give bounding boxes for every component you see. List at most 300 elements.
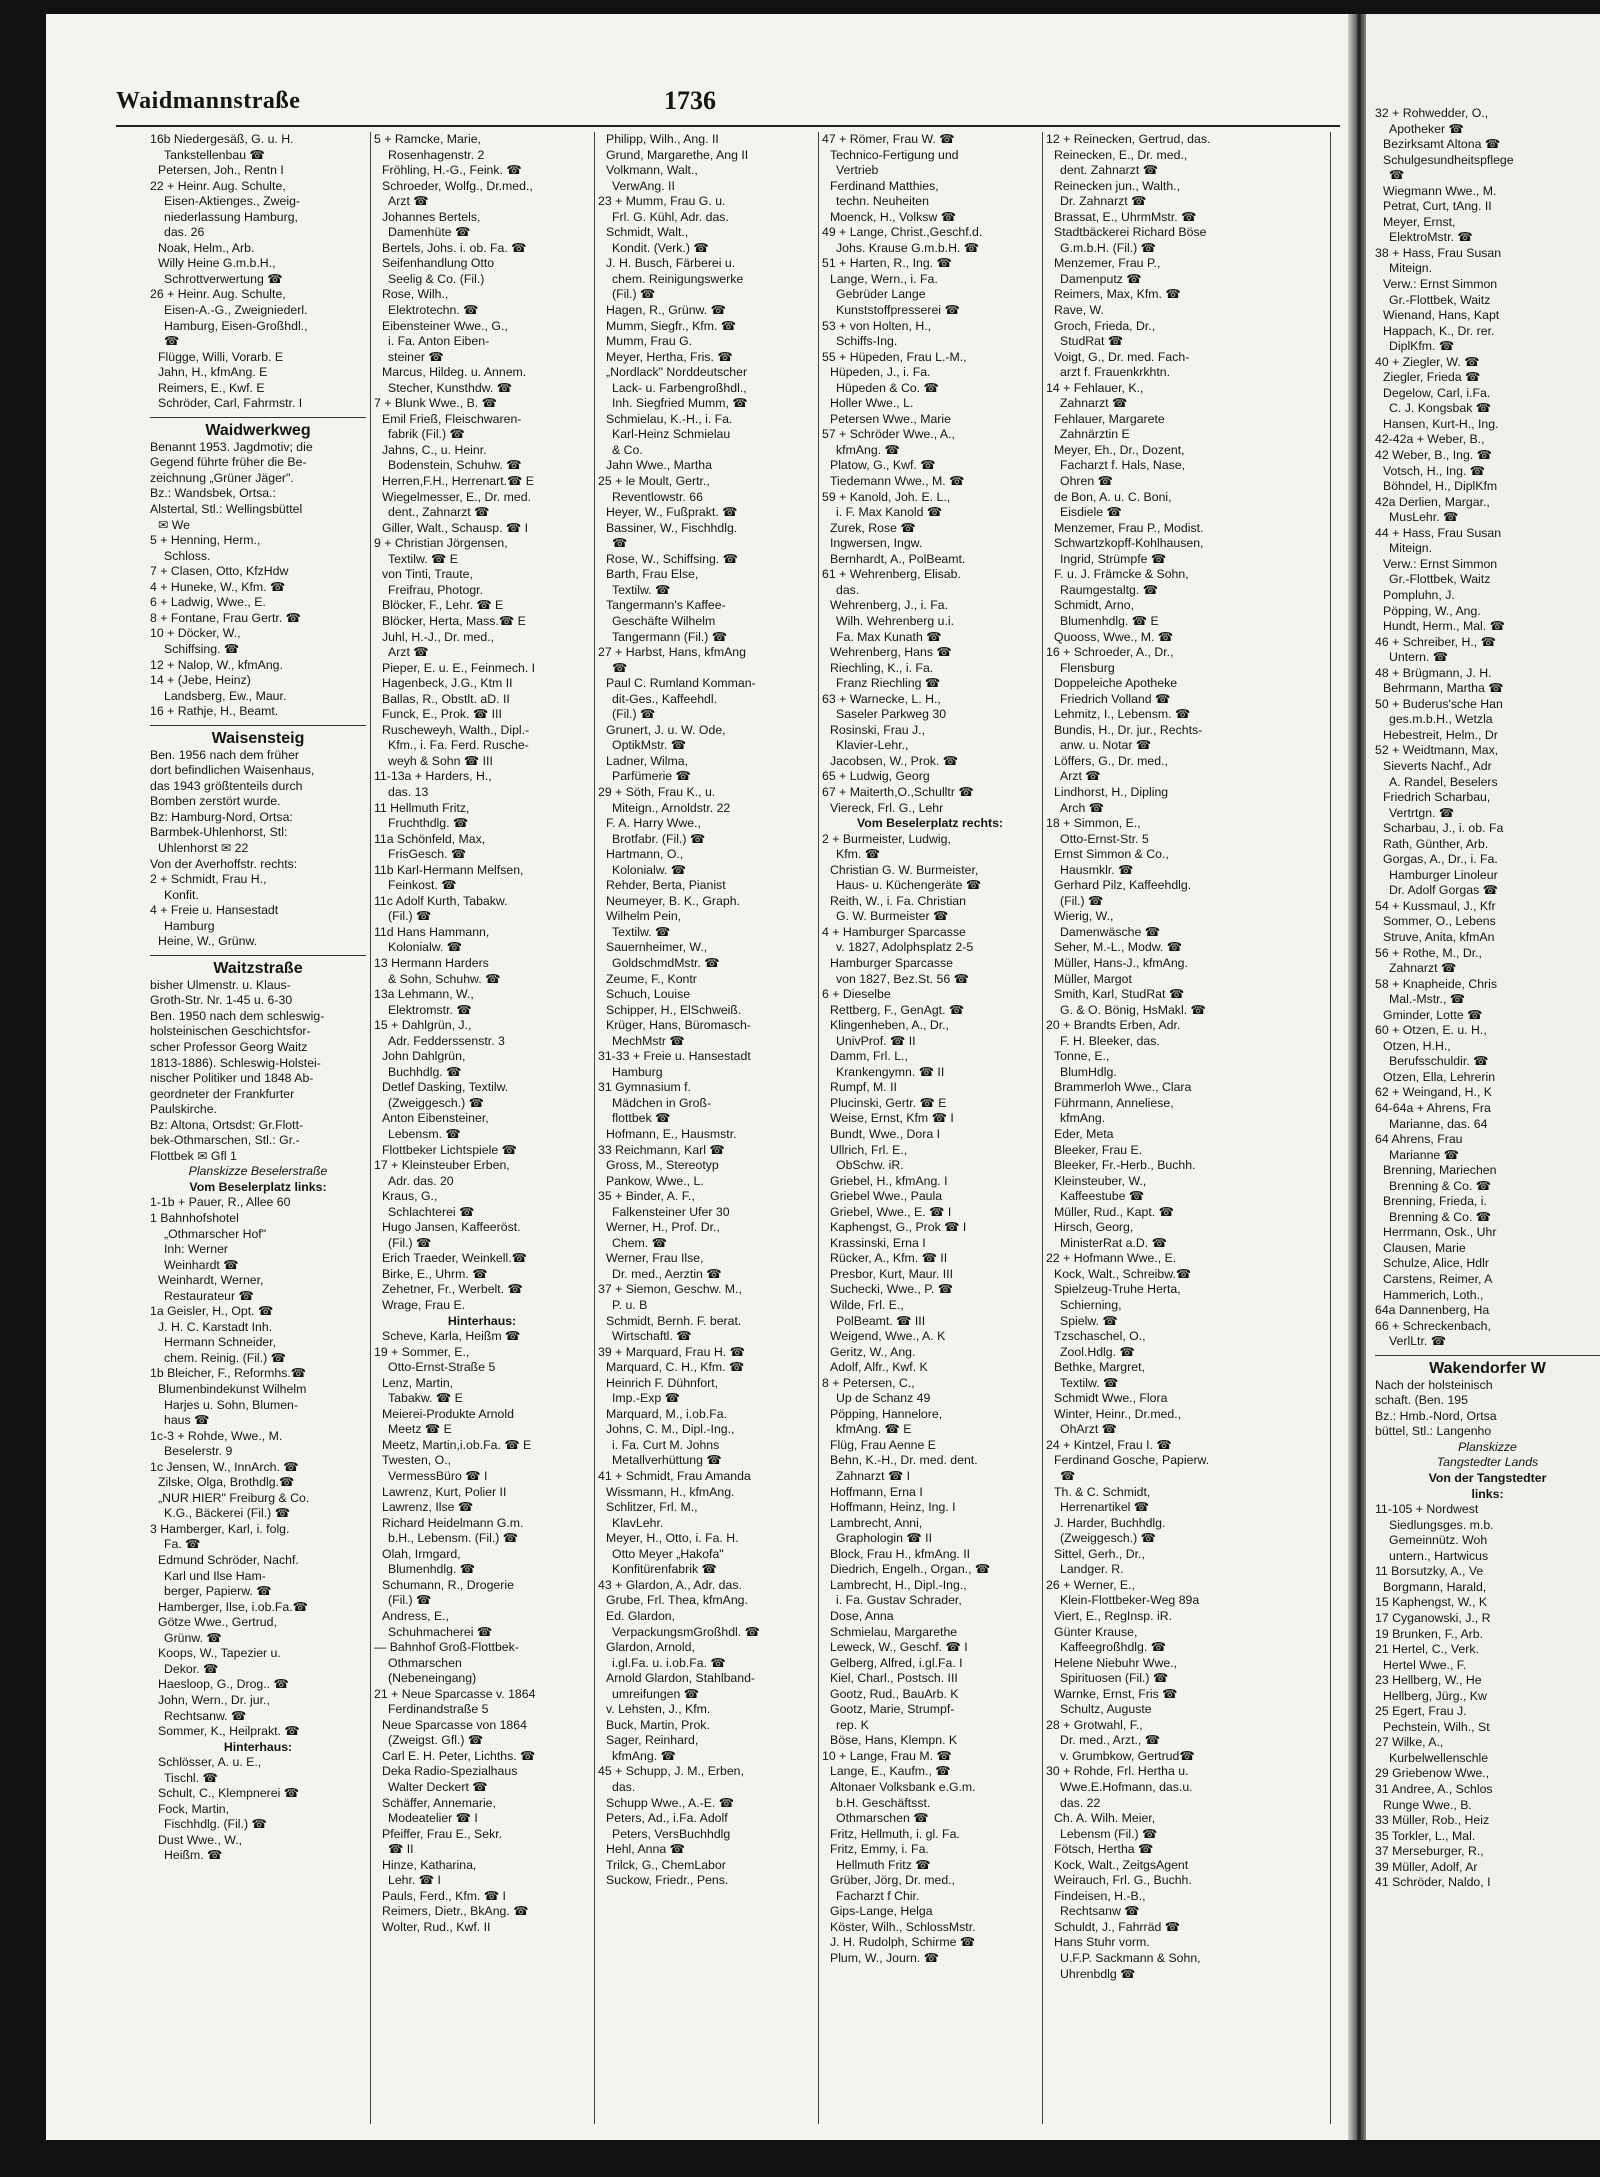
directory-entry-line: Seelig & Co. (Fil.) (388, 271, 485, 286)
directory-entry-line: P. u. B (612, 1298, 648, 1313)
directory-entry-line: StudRat ☎ (1060, 334, 1124, 349)
directory-entry-line: Vertrtgn. ☎ (1389, 805, 1455, 820)
directory-entry-line: Tischl. ☎ (164, 1770, 218, 1785)
directory-entry-line: Wrage, Frau E. (382, 1298, 466, 1313)
directory-entry-line: Lange, Wern., i. Fa. (830, 271, 938, 286)
directory-entry-line: Gr.-Flottbek, Waitz (1389, 572, 1491, 587)
directory-entry-line: das. (612, 1779, 636, 1794)
directory-entry-line: 54 + Kussmaul, J., Kfr (1375, 898, 1496, 913)
directory-entry-line: Otto Meyer „Hakofa" (612, 1546, 724, 1561)
directory-entry-line: ☎ (164, 334, 180, 349)
directory-entry-line: Leweck, W., Geschf. ☎ I (830, 1640, 968, 1655)
directory-entry-line: 16b Niedergesäß, G. u. H. (150, 132, 294, 146)
directory-entry-line: Plum, W., Journ. ☎ (830, 1950, 939, 1965)
directory-entry-line: Schroeder, Wolfg., Dr.med., (382, 178, 533, 193)
directory-entry-line: 1-1b + Pauer, R., Allee 60 (150, 1195, 291, 1210)
directory-entry-line: Hinze, Katharina, (382, 1857, 477, 1872)
directory-entry-line: 43 + Glardon, A., Adr. das. (598, 1577, 742, 1592)
directory-entry-line: 45 + Schupp, J. M., Erben, (598, 1764, 744, 1779)
directory-entry-line: — Bahnhof Groß-Flottbek- (374, 1640, 519, 1655)
directory-entry-line: weyh & Sohn ☎ III (388, 753, 493, 768)
directory-entry-line: Brenning, Mariechen (1383, 1163, 1497, 1178)
scan-border-top (0, 0, 1600, 14)
directory-entry-line: (Fil.) ☎ (1060, 893, 1104, 908)
directory-entry-line: Wiegelmesser, E., Dr. med. (382, 489, 531, 504)
directory-entry-line: Krassinski, Erna I (830, 1235, 926, 1250)
directory-entry-line: Schultz, Auguste (1060, 1702, 1152, 1717)
directory-entry-line: Wissmann, H., kfmAng. (606, 1484, 735, 1499)
directory-entry-line: Dr. Zahnarzt ☎ (1060, 194, 1147, 209)
directory-entry-line: bek-Othmarschen, Stl.: Gr.- (150, 1133, 300, 1148)
directory-entry-line: Adolf, Alfr., Kwf. K (830, 1360, 928, 1375)
directory-entry-line: Heine, W., Grünw. (158, 934, 258, 949)
directory-entry-line: Gr.-Flottbek, Waitz (1389, 292, 1491, 307)
directory-entry-line: Schierning, (1060, 1298, 1122, 1313)
directory-entry-line: Buchhdlg. ☎ (388, 1064, 462, 1079)
directory-entry-line: Wehrenberg, Hans ☎ (830, 645, 952, 660)
directory-entry-line: 17 Cyganowski, J., R (1375, 1610, 1491, 1625)
directory-entry-line: Ingrid, Strümpfe ☎ (1060, 551, 1167, 566)
directory-entry-line: Harjes u. Sohn, Blumen- (164, 1397, 298, 1412)
directory-entry-line: Brotfabr. (Fil.) ☎ (612, 831, 706, 846)
directory-entry-line: Alstertal, Stl.: Wellingsbüttel (150, 502, 303, 517)
directory-entry-line: Zahnärztin E (1060, 427, 1130, 442)
directory-entry-line: Miteign., Arnoldstr. 22 (612, 800, 731, 815)
directory-entry-line: Bernhardt, A., PolBeamt. (830, 551, 966, 566)
directory-entry-line: Schuldt, J., Fahrräd ☎ (1054, 1919, 1181, 1934)
directory-entry-line: 12 + Nalop, W., kfmAng. (150, 657, 283, 672)
directory-entry-line: Fritz, Hellmuth, i. gl. Fa. (830, 1826, 960, 1841)
directory-entry-line: Lebensm. ☎ (388, 1127, 461, 1141)
directory-entry-line: Konfitürenfabrik ☎ (612, 1562, 717, 1577)
directory-entry-line: 26 + Werner, E., (1046, 1577, 1135, 1592)
directory-entry-line: Reinecken jun., Walth., (1054, 178, 1180, 193)
directory-entry-line: 38 + Hass, Frau Susan (1375, 245, 1502, 260)
directory-entry-line: Lambrecht, Anni, (830, 1515, 923, 1530)
directory-entry-line: Quooss, Wwe., M. ☎ (1054, 629, 1174, 644)
directory-entry-line: Textilw. ☎ (1060, 1375, 1119, 1390)
directory-entry-line: 57 + Schröder Wwe., A., (822, 427, 955, 442)
directory-entry-line: Riechling, K., i. Fa. (830, 660, 934, 675)
directory-entry-line: Friedrich Scharbau, (1383, 790, 1491, 805)
directory-entry-line: Rettberg, F., GenAgt. ☎ (830, 1002, 965, 1017)
column-divider (1330, 132, 1331, 2124)
directory-entry-line: Parfümerie ☎ (612, 769, 691, 784)
directory-entry-line: UnivProf. ☎ II (836, 1033, 916, 1048)
directory-entry-line: Ch. A. Wilh. Meier, (1054, 1811, 1156, 1826)
directory-entry-line: MechMstr ☎ (612, 1033, 685, 1048)
directory-entry-line: Suckow, Friedr., Pens. (606, 1873, 729, 1888)
directory-entry-line: 2 + Burmeister, Ludwig, (822, 831, 951, 846)
directory-entry-line: Adr. das. 20 (388, 1173, 454, 1188)
directory-entry-line: Verw.: Ernst Simmon (1383, 277, 1498, 292)
directory-entry-line: Herrenartikel ☎ (1060, 1500, 1150, 1515)
directory-entry-line: Reimers, Dietr., BkAng. ☎ (382, 1904, 529, 1919)
directory-entry-line: Böse, Hans, Klempn. K (830, 1733, 958, 1748)
directory-entry-line: Petrat, Curt, tAng. II (1383, 199, 1492, 214)
directory-entry-line: Menzemer, Frau P., (1054, 256, 1161, 271)
directory-entry-line: Schuhmacherei ☎ (388, 1624, 493, 1639)
directory-entry-line: Hofmann, E., Hausmstr. (606, 1127, 737, 1141)
directory-entry-line: FrisGesch. ☎ (388, 847, 467, 862)
directory-entry-line: Benannt 1953. Jagdmotiv; die (150, 439, 313, 454)
directory-entry-line: 17 + Kleinsteuber Erben, (374, 1158, 510, 1173)
directory-entry-line: 2 + Schmidt, Frau H., (150, 872, 267, 887)
directory-entry-line: kfmAng. ☎ (836, 442, 900, 457)
directory-entry-line: Sommer, O., Lebens (1383, 914, 1496, 929)
directory-entry-line: Koops, W., Tapezier u. (158, 1646, 281, 1661)
street-heading: Waitzstraße (150, 955, 366, 978)
directory-entry-line: „Nordlack" Norddeutscher (606, 365, 748, 380)
directory-entry-line: Weirauch, Frl. G., Buchh. (1054, 1873, 1192, 1888)
directory-entry-line: 55 + Hüpeden, Frau L.-M., (822, 349, 967, 364)
directory-entry-line: schaft. (Ben. 195 (1375, 1393, 1468, 1408)
directory-entry-line: rep. K (836, 1717, 869, 1732)
directory-entry-line: v. Grumbkow, Gertrud☎ (1060, 1748, 1195, 1763)
directory-entry-line: 25 + le Moult, Gertr., (598, 474, 710, 489)
directory-entry-line: Schlachterei ☎ (388, 1204, 475, 1219)
directory-entry-line: Klavier-Lehr., (836, 738, 909, 753)
street-heading: Waisensteig (150, 725, 366, 748)
directory-entry-line: Findeisen, H.-B., (1054, 1888, 1146, 1903)
directory-entry-line: flottbek ☎ (612, 1111, 671, 1126)
section-subheading: Von der Tangstedter (1428, 1471, 1547, 1486)
directory-entry-line: Bodenstein, Schuhw. ☎ (388, 458, 522, 473)
directory-entry-line: Doppeleiche Apotheke (1054, 676, 1178, 691)
directory-entry-line: Hüpeden & Co. ☎ (836, 380, 939, 395)
directory-entry-line: 19 + Sommer, E., (374, 1344, 470, 1359)
directory-entry-line: Schmielau, Margarethe (830, 1624, 958, 1639)
directory-entry-line: Schuch, Louise (606, 987, 691, 1002)
directory-entry-line: 4 + Freie u. Hansestadt (150, 903, 279, 918)
directory-entry-line: Zehetner, Fr., Werbelt. ☎ (382, 1282, 523, 1297)
directory-entry-line: Otzen, Ella, Lehrerin (1383, 1069, 1496, 1084)
directory-entry-line: 1 Bahnhofshotel (150, 1211, 239, 1225)
scan-border-bottom (0, 2140, 1600, 2177)
directory-entry-line: Arzt ☎ (388, 194, 429, 209)
facing-page-column (1375, 106, 1600, 2106)
directory-entry-line: 11 Hellmuth Fritz, (374, 800, 470, 815)
directory-entry-line: Ferdinand Matthies, (830, 178, 939, 193)
directory-entry-line: Pöpping, W., Ang. (1383, 603, 1481, 618)
directory-entry-line: Heinrich F. Dühnfort, (606, 1375, 719, 1390)
directory-entry-line: Weigend, Wwe., A. K (830, 1329, 946, 1344)
directory-entry-line: kfmAng. ☎ E (836, 1422, 912, 1437)
directory-entry-line: Tonne, E., (1054, 1049, 1110, 1064)
directory-entry-line: Dr. med., Aerztin ☎ (612, 1266, 722, 1281)
directory-entry-line: dent. Zahnarzt ☎ (1060, 163, 1159, 178)
directory-entry-line: Hamberger, Ilse, i.ob.Fa.☎ (158, 1599, 308, 1614)
directory-entry-line: von Tinti, Traute, (382, 567, 473, 582)
directory-entry-line: Rose, Wilh., (382, 287, 449, 302)
directory-entry-line: kfmAng. (1060, 1111, 1106, 1126)
directory-entry-line: Erich Traeder, Weinkell.☎ (382, 1251, 527, 1266)
directory-entry-line: 33 Reichmann, Karl ☎ (598, 1142, 725, 1157)
directory-entry-line: Platow, G., Kwf. ☎ (830, 458, 936, 473)
directory-entry-line: 24 + Kintzel, Frau I. ☎ (1046, 1437, 1172, 1452)
directory-entry-line: ☎ (1389, 168, 1405, 183)
directory-entry-line: Lack- u. Farbengroßhdl., (612, 380, 747, 395)
directory-entry-line: Andress, E., (382, 1608, 449, 1623)
directory-entry-line: Facharzt f. Hals, Nase, (1060, 458, 1186, 473)
directory-entry-line: Petersen Wwe., Marie (830, 411, 951, 426)
directory-entry-line: Schumann, R., Drogerie (382, 1577, 514, 1592)
directory-entry-line: Hagenbeck, J.G., Ktm II (382, 676, 513, 691)
directory-entry-line: 1a Geisler, H., Opt. ☎ (150, 1304, 274, 1319)
directory-entry-line: 49 + Lange, Christ.,Geschf.d. (822, 225, 983, 240)
directory-entry-line: Groch, Frieda, Dr., (1054, 318, 1156, 333)
directory-entry-line: Werner, Frau Ilse, (606, 1251, 704, 1266)
directory-entry-line: (Zweiggesch.) ☎ (388, 1095, 484, 1110)
directory-entry-line: OhArzt ☎ (1060, 1422, 1117, 1437)
directory-entry-line: MinisterRat a.D. ☎ (1060, 1235, 1167, 1250)
directory-entry-line: das. 26 (164, 225, 205, 240)
directory-entry-line: Juhl, H.-J., Dr. med., (382, 629, 495, 644)
directory-entry-line: Schäffer, Annemarie, (382, 1795, 496, 1810)
directory-entry-line: Grunert, J. u. W. Ode, (606, 722, 726, 737)
directory-entry-line: 37 + Siemon, Geschw. M., (598, 1282, 742, 1297)
directory-entry-line: Barth, Frau Else, (606, 567, 699, 582)
section-subheading: Hinterhaus: (223, 1739, 293, 1754)
directory-entry-line: Fischhdlg. (Fil.) ☎ (164, 1817, 267, 1832)
directory-entry-line: 18 + Simmon, E., (1046, 816, 1141, 831)
directory-entry-line: 41 Schröder, Naldo, I (1375, 1875, 1491, 1890)
directory-entry-line: Sittel, Gerh., Dr., (1054, 1546, 1145, 1561)
directory-entry-line: Fruchthdlg. ☎ (388, 816, 469, 831)
directory-entry-line: Holler Wwe., L. (830, 396, 914, 411)
directory-entry-line: steiner ☎ (388, 349, 444, 364)
directory-entry-line: 50 + Buderus'sche Han (1375, 696, 1503, 711)
directory-entry-line: Brassat, E., UhrmMstr. ☎ (1054, 209, 1197, 224)
directory-entry-line: Reith, W., i. Fa. Christian (830, 893, 966, 908)
directory-entry-line: Ballas, R., Obstlt. aD. II (382, 691, 510, 706)
directory-entry-line: 29 Griebenow Wwe., (1375, 1766, 1490, 1781)
directory-entry-line: Grund, Margarethe, Ang II (606, 147, 749, 162)
directory-entry-line: fabrik (Fil.) ☎ (388, 427, 465, 442)
directory-entry-line: Fehlauer, Margarete (1054, 411, 1165, 426)
directory-entry-line: Gminder, Lotte ☎ (1383, 1007, 1483, 1022)
page-number: 1736 (664, 86, 716, 115)
directory-entry-line: (Fil.) ☎ (388, 1235, 432, 1250)
directory-entry-line: Rosinski, Frau J., (830, 722, 925, 737)
directory-entry-line: 29 + Söth, Frau K., u. (598, 784, 716, 799)
directory-entry-line: Damenhüte ☎ (388, 225, 471, 240)
directory-entry-line: Rehder, Berta, Pianist (606, 878, 726, 893)
directory-entry-line: Nach der holsteinisch (1375, 1377, 1493, 1392)
directory-entry-line: arzt f. Frauenkrkhtn. (1060, 365, 1171, 380)
directory-entry-line: i. Fa. Anton Eiben- (388, 334, 490, 349)
directory-entry-line: kfmAng. ☎ (612, 1748, 676, 1763)
directory-entry-line: Otto-Ernst-Str. 5 (1060, 831, 1149, 846)
directory-entry-line: Menzemer, Frau P., Modist. (1054, 520, 1204, 535)
directory-entry-line: Pompluhn, J. (1383, 587, 1455, 602)
directory-entry-line: 8 + Petersen, C., (822, 1375, 915, 1390)
directory-entry-line: Johs. Krause G.m.b.H. ☎ (836, 240, 980, 255)
directory-entry-line: 1813-1886). Schleswig-Holstei- (150, 1055, 321, 1070)
directory-entry-line: Ben. 1956 nach dem früher (150, 747, 300, 762)
directory-entry-line: Müller, Hans-J., kfmAng. (1054, 955, 1188, 970)
directory-entry-line: Mumm, Siegfr., Kfm. ☎ (606, 318, 737, 333)
directory-entry-line: Hirsch, Georg, (1054, 1220, 1134, 1235)
directory-entry-line: Rosenhagenstr. 2 (388, 147, 485, 162)
directory-entry-line: Fröhling, H.-G., Feink. ☎ (382, 163, 522, 178)
directory-entry-line: 44 + Hass, Frau Susan (1375, 525, 1502, 540)
directory-entry-line: Struve, Anita, kfmAn (1383, 929, 1495, 944)
directory-entry-line: G. & O. Bönig, HsMakl. ☎ (1060, 1002, 1206, 1017)
directory-entry-line: Eisdiele ☎ (1060, 505, 1122, 520)
directory-entry-line: Suchecki, Wwe., P. ☎ (830, 1282, 954, 1297)
directory-entry-line: techn. Neuheiten (836, 194, 929, 209)
directory-entry-line: Brenning & Co. ☎ (1389, 1178, 1492, 1193)
directory-entry-line: holsteinischen Geschichtsfor- (150, 1024, 311, 1039)
directory-entry-line: BlumHdlg. (1060, 1064, 1117, 1079)
directory-entry-line: Degelow, Carl, i.Fa. (1383, 385, 1491, 400)
directory-entry-line: 64 Ahrens, Frau (1375, 1132, 1463, 1147)
directory-entry-line: Bezirksamt Altona ☎ (1383, 137, 1501, 152)
directory-entry-line: 31-33 + Freie u. Hansestadt (598, 1049, 751, 1064)
directory-entry-line: Flottbeker Lichtspiele ☎ (382, 1142, 517, 1157)
directory-entry-line: G.m.b.H. (Fil.) ☎ (1060, 240, 1156, 255)
directory-entry-line: Gelberg, Alfred, i.gl.Fa. I (830, 1655, 963, 1670)
directory-entry-line: Helene Niebuhr Wwe., (1054, 1655, 1178, 1670)
directory-column-2 (374, 132, 590, 2122)
directory-entry-line: Hagen, R., Grünw. ☎ (606, 303, 726, 318)
column-divider (818, 132, 819, 2124)
directory-entry-line: Haus- u. Küchengeräte ☎ (836, 878, 982, 893)
directory-entry-line: Jahn Wwe., Martha (606, 458, 712, 473)
directory-entry-line: Lange, E., Kaufm., ☎ (830, 1764, 951, 1779)
directory-entry-line: Warnke, Ernst, Fris ☎ (1054, 1686, 1178, 1701)
directory-entry-line: Dr. med., Arzt., ☎ (1060, 1733, 1161, 1748)
directory-entry-line: niederlassung Hamburg, (164, 209, 298, 224)
directory-entry-line: Hoffmann, Heinz, Ing. I (830, 1500, 956, 1515)
directory-entry-line: Blöcker, Herta, Mass.☎ E (382, 613, 526, 628)
directory-entry-line: Hüpeden, J., i. Fa. (830, 365, 931, 380)
directory-entry-line: 64a Dannenberg, Ha (1375, 1303, 1490, 1318)
directory-entry-line: (Fil.) ☎ (612, 287, 656, 302)
directory-entry-line: Meetz ☎ E (388, 1422, 452, 1437)
directory-entry-line: v. 1827, Adolphsplatz 2-5 (836, 940, 974, 955)
directory-entry-line: 1c-3 + Rohde, Wwe., M. (150, 1428, 283, 1443)
directory-entry-line: & Sohn, Schuhw. ☎ (388, 971, 501, 986)
directory-entry-line: Führmann, Anneliese, (1054, 1095, 1174, 1110)
directory-entry-line: U.F.P. Sackmann & Sohn, (1060, 1950, 1201, 1965)
directory-entry-line: Wienand, Hans, Kapt (1383, 308, 1500, 323)
directory-entry-line: Winter, Heinr., Dr.med., (1054, 1406, 1182, 1421)
directory-entry-line: 63 + Warnecke, L. H., (822, 691, 941, 706)
directory-entry-line: Hellberg, Jürg., Kw (1383, 1688, 1487, 1703)
directory-entry-line: Weise, Ernst, Kfm ☎ I (830, 1111, 954, 1126)
directory-entry-line: Wiegmann Wwe., M. (1383, 183, 1497, 198)
directory-entry-line: Johns, C. M., Dipl.-Ing., (606, 1422, 735, 1437)
directory-entry-line: 39 Müller, Adolf, Ar (1375, 1859, 1478, 1874)
directory-entry-line: Krankengymn. ☎ II (836, 1064, 945, 1079)
directory-entry-line: Bomben zerstört wurde. (150, 794, 281, 809)
directory-entry-line: Eibensteiner Wwe., G., (382, 318, 508, 333)
directory-entry-line: VermessBüro ☎ I (388, 1469, 488, 1484)
directory-entry-line: Kock, Walt., ZeitgsAgent (1054, 1857, 1189, 1872)
directory-entry-line: ☎ (1060, 1469, 1076, 1484)
directory-entry-line: 1c Jensen, W., InnArch. ☎ (150, 1459, 299, 1474)
directory-entry-line: Löffers, G., Dr. med., (1054, 753, 1168, 768)
directory-entry-line: 1b Bleicher, F., Reformhs.☎ (150, 1366, 307, 1381)
directory-entry-line: Moenck, H., Volksw ☎ (830, 209, 957, 224)
directory-entry-line: nischer Politiker und 1848 Ab- (150, 1071, 314, 1086)
directory-entry-line: Detlef Dasking, Textilw. (382, 1080, 509, 1095)
directory-entry-line: Reimers, Max, Kfm. ☎ (1054, 287, 1181, 302)
directory-entry-line: 7 + Blunk Wwe., B. ☎ (374, 396, 497, 411)
directory-entry-line: Paulskirche. (150, 1102, 217, 1117)
directory-entry-line: Ferdinandstraße 5 (388, 1702, 489, 1717)
directory-entry-line: John, Wern., Dr. jur., (158, 1692, 270, 1707)
directory-entry-line: 19 Brunken, F., Arb. (1375, 1626, 1483, 1641)
directory-entry-line: (Fil.) ☎ (388, 1593, 432, 1608)
directory-entry-line: 10 + Döcker, W., (150, 626, 241, 641)
directory-entry-line: Frl. G. Kühl, Adr. das. (612, 209, 729, 224)
directory-entry-line: 66 + Schreckenbach, (1375, 1318, 1491, 1333)
directory-entry-line: Kaffeestube ☎ (1060, 1189, 1145, 1204)
directory-entry-line: berger, Papierw. ☎ (164, 1584, 272, 1599)
directory-entry-line: 62 + Weingand, H., K (1375, 1085, 1493, 1100)
directory-entry-line: (Fil.) ☎ (388, 909, 432, 924)
directory-entry-line: 26 + Heinr. Aug. Schulte, (150, 287, 286, 302)
directory-entry-line: Bz.: Wandsbek, Ortsa.: (150, 486, 276, 501)
directory-entry-line: 4 + Huneke, W., Kfm. ☎ (150, 579, 286, 594)
directory-entry-line: J. H. C. Karstadt Inh. (158, 1319, 273, 1334)
directory-entry-line: Sommer, K., Heilprakt. ☎ (158, 1724, 300, 1739)
directory-entry-line: Othmarschen (388, 1655, 462, 1670)
directory-entry-line: Textilw. ☎ E (388, 551, 458, 566)
directory-entry-line: Gootz, Marie, Strumpf- (830, 1702, 955, 1717)
section-subheading: Planskizze (1458, 1439, 1517, 1454)
directory-entry-line: Flensburg (1060, 660, 1115, 675)
directory-entry-line: 23 Hellberg, W., He (1375, 1673, 1482, 1688)
directory-entry-line: Gips-Lange, Helga (830, 1904, 933, 1919)
directory-entry-line: zeichnung „Grüner Jäger". (150, 470, 294, 485)
directory-entry-line: Köster, Wilh., SchlossMstr. (830, 1919, 976, 1934)
directory-entry-line: Presbor, Kurt, Maur. III (830, 1266, 954, 1281)
directory-entry-line: Miteign. (1389, 261, 1433, 276)
directory-entry-line: Schmidt, Walt., (606, 225, 689, 240)
directory-entry-line: Grünw. ☎ (164, 1630, 222, 1645)
directory-entry-line: Verw.: Ernst Simmon (1383, 556, 1498, 571)
directory-entry-line: 13a Lehmann, W., (374, 987, 474, 1002)
directory-entry-line: Twesten, O., (382, 1453, 452, 1468)
directory-entry-line: anw. u. Notar ☎ (1060, 738, 1152, 753)
directory-entry-line: Ben. 1950 nach dem schleswig- (150, 1008, 325, 1023)
directory-entry-line: Spielw. ☎ (1060, 1313, 1118, 1328)
directory-entry-line: G. W. Burmeister ☎ (836, 909, 949, 924)
directory-entry-line: 53 + von Holten, H., (822, 318, 932, 333)
directory-entry-line: 11d Hans Hammann, (374, 924, 490, 939)
directory-entry-line: untern., Hartwicus (1389, 1548, 1489, 1563)
directory-entry-line: „Othmarscher Hof" (164, 1226, 267, 1241)
directory-entry-line: Günter Krause, (1054, 1624, 1138, 1639)
directory-entry-line: Arnold Glardon, Stahlband- (606, 1671, 756, 1686)
directory-entry-line: 41 + Schmidt, Frau Amanda (598, 1469, 751, 1484)
directory-entry-line: Fa. ☎ (164, 1537, 201, 1552)
directory-entry-line: 56 + Rothe, M., Dr., (1375, 945, 1482, 960)
directory-entry-line: Brenning, Frieda, i. (1383, 1194, 1487, 1209)
directory-entry-line: Hugo Jansen, Kaffeeröst. (382, 1220, 521, 1235)
directory-column-3 (598, 132, 814, 2122)
directory-entry-line: 9 + Christian Jörgensen, (374, 536, 508, 551)
directory-entry-line: 11 Borsutzky, A., Ve (1375, 1564, 1484, 1579)
directory-entry-line: Hamburg, Eisen-Großhdl., (164, 318, 308, 333)
directory-column-1 (150, 132, 366, 2122)
directory-entry-line: Barmbek-Uhlenhorst, Stl: (150, 825, 288, 840)
directory-entry-line: Viert, E., RegInsp. iR. (1054, 1608, 1173, 1623)
